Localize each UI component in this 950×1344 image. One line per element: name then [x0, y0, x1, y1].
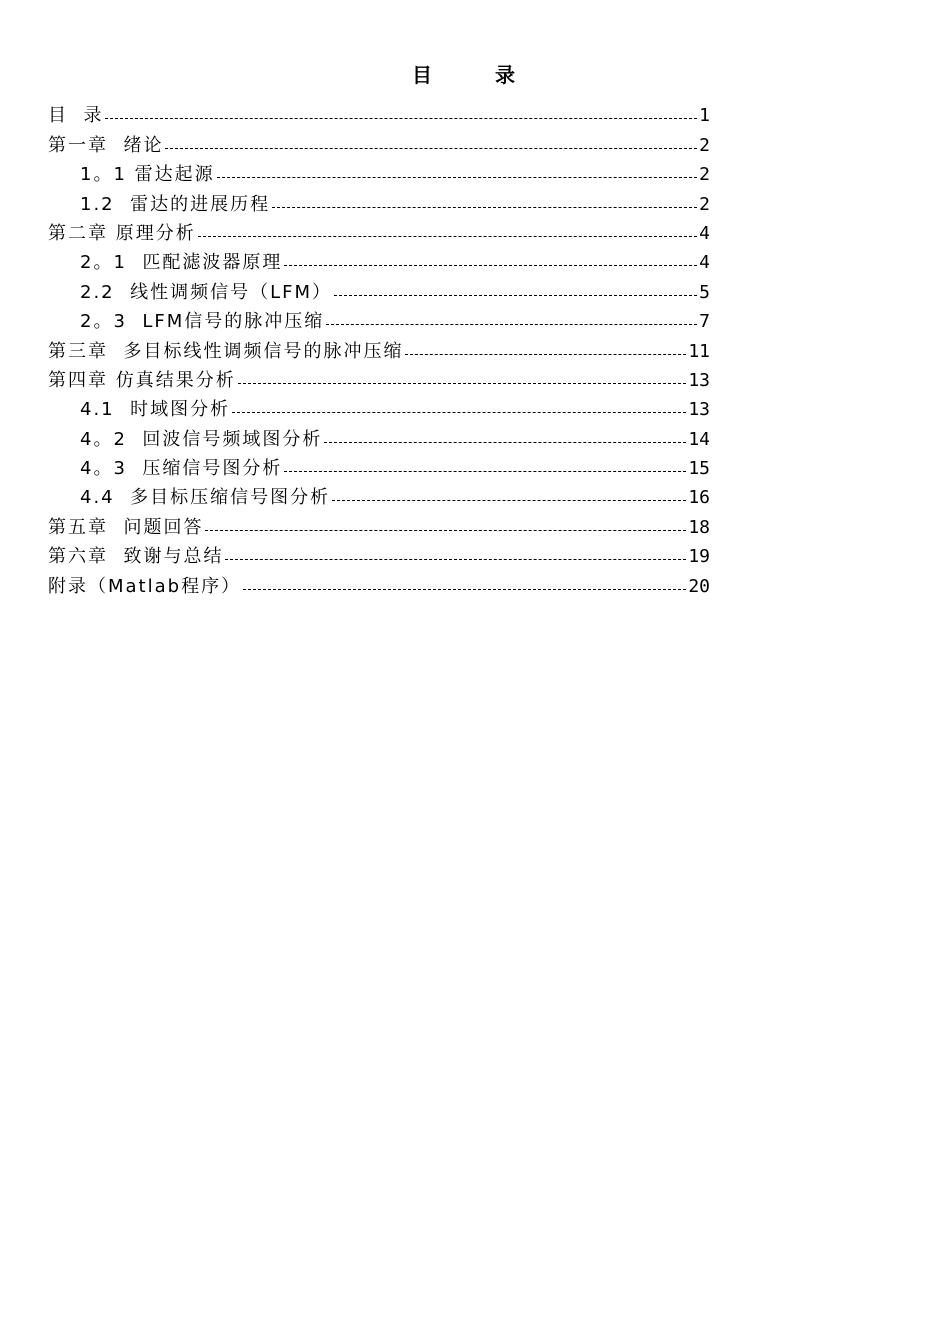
toc-entry-label: 第二章 原理分析: [48, 222, 196, 244]
toc-entry-label: 4。2 回波信号频域图分析: [80, 428, 323, 450]
toc-entry-page-number: 4: [699, 252, 710, 274]
toc-leader-line: [217, 177, 698, 178]
toc-entry-label: 2.2 线性调频信号（LFM）: [80, 281, 332, 303]
toc-leader-line: [334, 295, 697, 296]
toc-leader-line: [324, 442, 686, 443]
toc-entry-label: 第三章 多目标线性调频信号的脉冲压缩: [48, 340, 404, 362]
toc-leader-line: [284, 471, 686, 472]
toc-entry[interactable]: [48, 127, 710, 156]
toc-entry[interactable]: [48, 304, 710, 333]
toc-entry-page-number: 20: [688, 575, 710, 597]
toc-title: 目 录: [412, 63, 543, 87]
toc-leader-line: [272, 207, 697, 208]
toc-entry-label: 第四章 仿真结果分析: [48, 369, 236, 391]
toc-entry-label: 4.1 时域图分析: [80, 399, 231, 421]
toc-entry[interactable]: [48, 333, 710, 362]
toc-entry[interactable]: [48, 216, 710, 245]
toc-entry[interactable]: [48, 509, 710, 538]
toc-entry[interactable]: [48, 451, 710, 480]
toc-entry[interactable]: [48, 568, 710, 597]
toc-entry[interactable]: [48, 245, 710, 274]
toc-entry-page-number: 18: [688, 516, 710, 538]
toc-entry-page-number: 13: [688, 399, 710, 421]
toc-entry-label: 4。3 压缩信号图分析: [80, 458, 283, 480]
toc-leader-line: [105, 118, 697, 119]
toc-entry-label: 2。3 LFM信号的脉冲压缩: [80, 311, 325, 333]
toc-leader-line: [284, 265, 697, 266]
toc-leader-line: [198, 236, 697, 237]
toc-entry-label: 附录（Matlab程序）: [48, 575, 242, 597]
toc-entry-page-number: 11: [688, 340, 710, 362]
toc-entry[interactable]: [48, 274, 710, 303]
toc-leader-line: [205, 530, 686, 531]
toc-leader-line: [165, 148, 697, 149]
toc-entry[interactable]: [48, 98, 710, 127]
toc-entry[interactable]: [48, 421, 710, 450]
toc-entry-page-number: 13: [688, 369, 710, 391]
toc-entry-label: 第六章 致谢与总结: [48, 546, 224, 568]
toc-entry-label: 4.4 多目标压缩信号图分析: [80, 487, 331, 509]
toc-entry-page-number: 16: [688, 487, 710, 509]
toc-entry-label: 2。1 匹配滤波器原理: [80, 252, 283, 274]
toc-entry-page-number: 19: [688, 546, 710, 568]
toc-leader-line: [243, 589, 686, 590]
toc-leader-line: [405, 354, 686, 355]
toc-entry-page-number: 7: [699, 311, 710, 333]
toc-entry-page-number: 15: [688, 458, 710, 480]
toc-leader-line: [326, 324, 697, 325]
toc-leader-line: [232, 412, 686, 413]
toc-list: [48, 98, 710, 598]
toc-entry[interactable]: [48, 539, 710, 568]
toc-leader-line: [332, 500, 686, 501]
toc-entry[interactable]: [48, 392, 710, 421]
toc-entry-page-number: 2: [699, 164, 710, 186]
toc-leader-line: [225, 559, 686, 560]
toc-entry-page-number: 2: [699, 193, 710, 215]
toc-entry-page-number: 2: [699, 134, 710, 156]
toc-entry[interactable]: [48, 157, 710, 186]
toc-entry-label: 第一章 绪论: [48, 134, 164, 156]
toc-entry[interactable]: [48, 363, 710, 392]
toc-entry-page-number: 5: [699, 281, 710, 303]
toc-leader-line: [238, 383, 687, 384]
toc-entry-label: 第五章 问题回答: [48, 516, 204, 538]
toc-entry-label: 目 录: [48, 105, 104, 127]
toc-entry-page-number: 4: [699, 222, 710, 244]
toc-entry[interactable]: [48, 186, 710, 215]
toc-entry-page-number: 14: [688, 428, 710, 450]
toc-entry[interactable]: [48, 480, 710, 509]
toc-entry-page-number: 1: [699, 105, 710, 127]
toc-entry-label: 1.2 雷达的进展历程: [80, 193, 271, 215]
toc-entry-label: 1。1 雷达起源: [80, 164, 215, 186]
